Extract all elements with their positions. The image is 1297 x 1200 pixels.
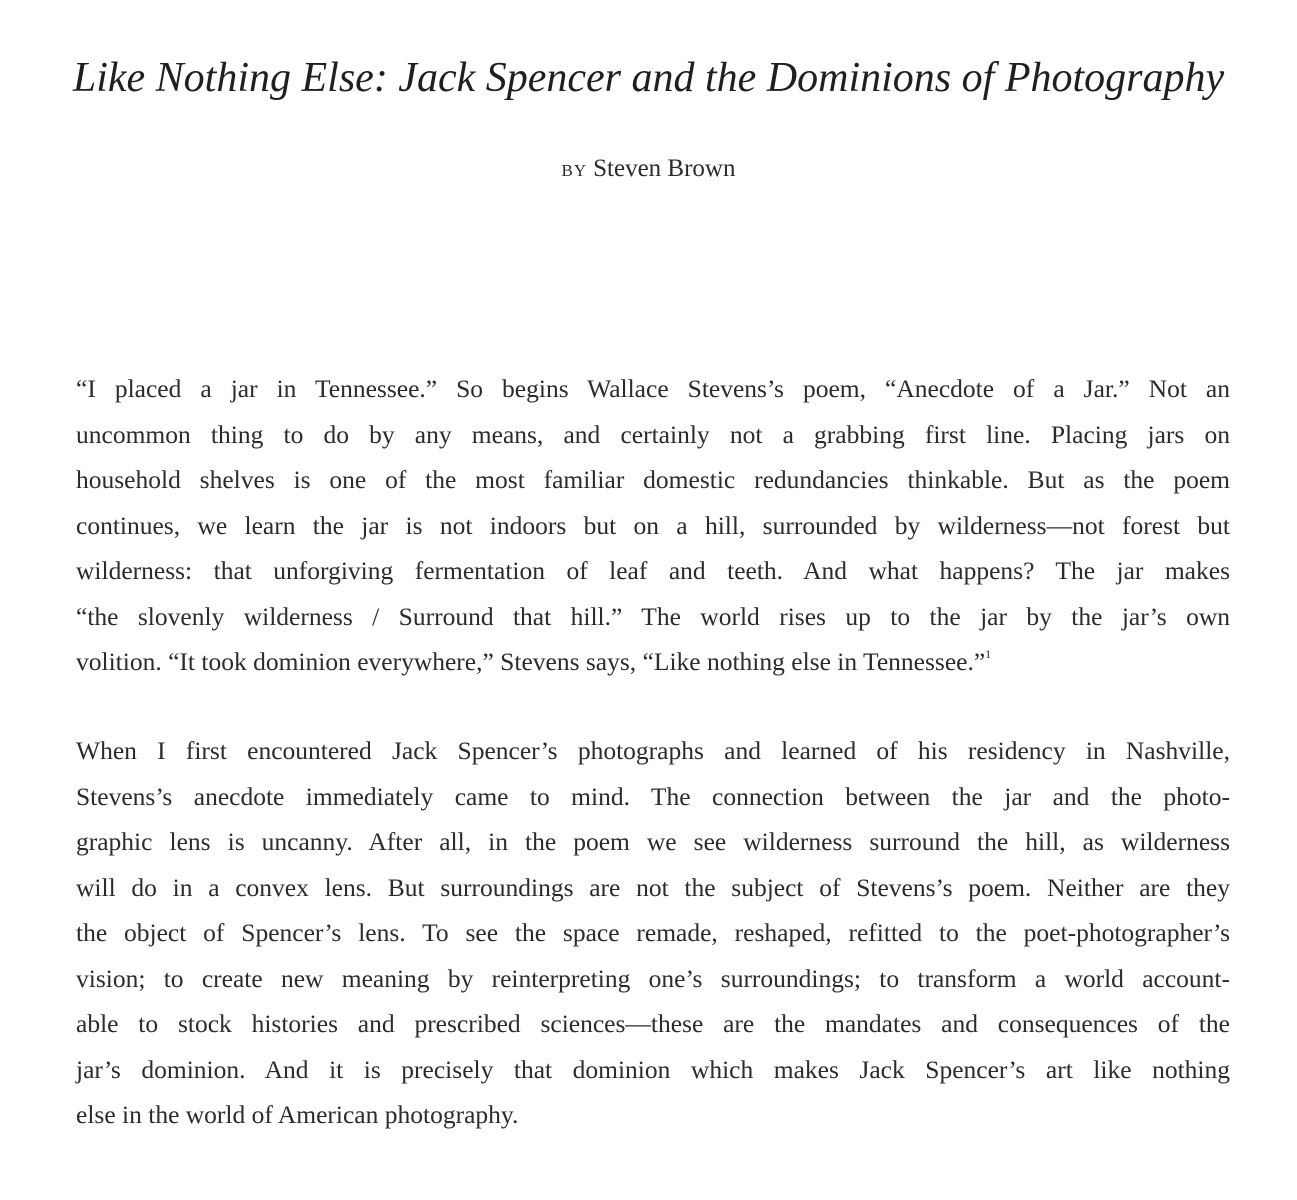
byline-prefix: BY [561,161,588,180]
paragraph-line: household shelves is one of the most familiar domestic redundancies thinkable. But as the poem [76,465,1230,494]
paragraph-line: continues, we learn the jar is not indoors but on a hill, surrounded by wilderness—not forest but [76,510,1230,540]
paragraph-line: graphic lens is uncanny. After all, in the poem we see wilderness surround the hill, as wilderness [76,827,1230,856]
paragraph-line: the object of Spencer’s lens. To see the space remade, reshaped, refitted to the poet-photographer’s [76,918,1230,947]
body-paragraph-2 [76,728,1230,1138]
paragraph-line: “I placed a jar in Tennessee.” So begins Wallace Stevens’s poem, “Anecdote of a Jar.” Not an [76,374,1230,403]
paragraph-line: uncommon thing to do by any means, and certainly not a grabbing first line. Placing jars on [76,419,1230,449]
article-title: Like Nothing Else: Jack Spencer and the Dominions of Photography [72,55,1225,101]
paragraph-line: Stevens’s anecdote immediately came to mind. The connection between the jar and the photo- [76,781,1230,811]
paragraph-last-line: else in the world of American photography. [76,1100,519,1129]
paragraph-line: vision; to create new meaning by reinterpreting one’s surroundings; to transform a world account- [76,963,1230,993]
body-paragraph-1 [76,366,1230,685]
paragraph-line: able to stock histories and prescribed sciences—these are the mandates and consequences of the [76,1009,1230,1038]
paragraph-line: wilderness: that unforgiving fermentation of leaf and teeth. And what happens? The jar makes [76,556,1230,585]
paragraph-line: “the slovenly wilderness / Surround that hill.” The world rises up to the jar by the jar’s own [76,601,1230,631]
paragraph-line: When I first encountered Jack Spencer’s photographs and learned of his residency in Nashville, [76,736,1230,765]
paragraph-line-text: volition. “It took dominion everywhere,” Stevens says, “Like nothing else in Tennessee.” [76,647,986,676]
byline [0,153,1297,187]
paragraph-last-line [76,639,1230,685]
footnote-marker: 1 [985,647,992,661]
paragraph-line: will do in a convex lens. But surroundings are not the subject of Stevens’s poem. Neither are they [76,872,1230,902]
paragraph-line: jar’s dominion. And it is precisely that dominion which makes Jack Spencer’s art like nothing [76,1054,1230,1084]
author-name: Steven Brown [593,155,736,182]
